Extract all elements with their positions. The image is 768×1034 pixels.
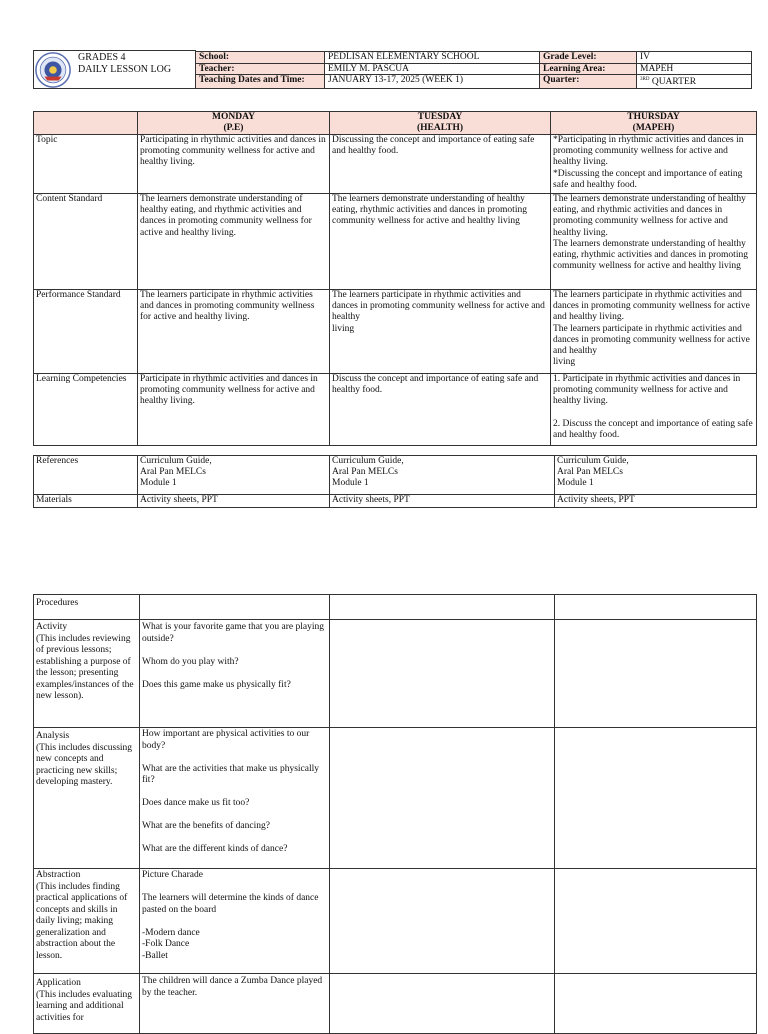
learning-area-value: MAPEH — [637, 63, 752, 75]
analysis-thursday — [555, 728, 757, 869]
row-label-content-standard: Content Standard — [34, 194, 138, 290]
learning-competencies-thursday: 1. Participate in rhythmic activities and dances in promoting community wellness for active and healthy living. 2. Discuss the concept and importance of eating safe and healthy food. — [551, 374, 757, 446]
topic-monday: Participating in rhythmic activities and dances in promoting community wellness for active and healthy living. — [138, 135, 330, 194]
application-thursday — [555, 974, 757, 1034]
learning-competencies-tuesday: Discuss the concept and importance of eating safe and healthy food. — [330, 374, 551, 446]
procedures-table — [33, 594, 757, 1034]
procedure-label-abstraction: Abstraction (This includes finding practical applications of concepts and skills in daily living; making generalization and abstraction about the lesson. — [34, 869, 140, 974]
header-title: DAILY LESSON LOG — [78, 64, 172, 75]
content-standard-thursday: The learners demonstrate understanding of healthy eating, and rhythmic activities and dances in promoting community wellness for active and healthy living. The learners demonstrate understanding of healthy eating, rhythmic activities and dances in promoting community wellness for active and healthy living — [551, 194, 757, 290]
blank-header-cell — [34, 112, 138, 135]
references-monday: Curriculum Guide, Aral Pan MELCs Module 1 — [138, 456, 330, 495]
references-tuesday: Curriculum Guide, Aral Pan MELCs Module 1 — [330, 456, 555, 495]
performance-standard-thursday: The learners participate in rhythmic activities and dances in promoting community wellness for active and healthy living. The learners participate in rhythmic activities and dances in promoting community wellness for active and healthy living — [551, 290, 757, 374]
quarter-value — [637, 75, 752, 89]
activity-thursday — [555, 620, 757, 728]
teacher-label: Teacher: — [196, 63, 325, 75]
topic-tuesday: Discussing the concept and importance of eating safe and healthy food. — [330, 135, 551, 194]
activity-tuesday — [330, 620, 555, 728]
grade-level-value: IV — [637, 52, 752, 64]
day-header-monday: MONDAY (P.E) — [138, 112, 330, 135]
day-header-tuesday: TUESDAY (HEALTH) — [330, 112, 551, 135]
procedure-label-analysis: Analysis (This includes discussing new concepts and practicing new skills; developing mastery. — [34, 728, 140, 869]
procedure-label-application: Application (This includes evaluating learning and additional activities for — [34, 974, 140, 1034]
activity-monday: What is your favorite game that you are playing outside? Whom do you play with? Does this game make us physically fit? — [140, 620, 330, 728]
header-grades: GRADES 4 — [78, 52, 126, 63]
procedures-header-tuesday — [330, 595, 555, 620]
procedures-header-monday — [140, 595, 330, 620]
analysis-tuesday — [330, 728, 555, 869]
quarter-word: QUARTER — [651, 77, 697, 88]
abstraction-tuesday — [330, 869, 555, 974]
row-label-performance-standard: Performance Standard — [34, 290, 138, 374]
header-info-table — [195, 51, 752, 89]
row-label-references: References — [34, 456, 138, 495]
lesson-table — [33, 111, 757, 446]
grade-level-label: Grade Level: — [540, 52, 637, 64]
content-standard-tuesday: The learners demonstrate understanding of healthy eating, rhythmic activities and dances in promoting community wellness for active and healthy living — [330, 194, 551, 290]
deped-seal-icon — [34, 51, 72, 89]
references-thursday: Curriculum Guide, Aral Pan MELCs Module 1 — [555, 456, 757, 495]
learning-competencies-monday: Participate in rhythmic activities and dances in promoting community wellness for active and healthy living. — [138, 374, 330, 446]
school-label: School: — [196, 52, 325, 64]
quarter-label: Quarter: — [540, 75, 637, 89]
performance-standard-tuesday: The learners participate in rhythmic activities and dances in promoting community wellness for active and healthy living — [330, 290, 551, 374]
application-monday: The children will dance a Zumba Dance played by the teacher. — [140, 974, 330, 1034]
resources-table — [33, 455, 757, 508]
teaching-dates-label: Teaching Dates and Time: — [196, 75, 325, 89]
abstraction-thursday — [555, 869, 757, 974]
teacher-value: EMILY M. PASCUA — [325, 63, 540, 75]
abstraction-monday: Picture Charade The learners will determine the kinds of dance pasted on the board -Modern dance -Folk Dance -Ballet — [140, 869, 330, 974]
procedures-header: Procedures — [34, 595, 140, 620]
analysis-monday: How important are physical activities to our body? What are the activities that make us physically fit? Does dance make us fit too? What are the benefits of dancing? What are the different kinds of dance? — [140, 728, 330, 869]
materials-monday: Activity sheets, PPT — [138, 495, 330, 508]
learning-area-label: Learning Area: — [540, 63, 637, 75]
performance-standard-monday: The learners participate in rhythmic activities and dances in promoting community wellness for active and healthy living. — [138, 290, 330, 374]
materials-tuesday: Activity sheets, PPT — [330, 495, 555, 508]
teaching-dates-value: JANUARY 13-17, 2025 (WEEK 1) — [325, 75, 540, 89]
topic-thursday: *Participating in rhythmic activities and dances in promoting community wellness for active and healthy living. *Discussing the concept and importance of eating safe and healthy food. — [551, 135, 757, 194]
procedure-label-activity: Activity (This includes reviewing of previous lessons; establishing a purpose of the lesson; presenting examples/instances of the new lesson). — [34, 620, 140, 728]
materials-thursday: Activity sheets, PPT — [555, 495, 757, 508]
application-tuesday — [330, 974, 555, 1034]
quarter-superscript: 3RD — [640, 77, 650, 82]
school-value: PEDLISAN ELEMENTARY SCHOOL — [325, 52, 540, 64]
row-label-learning-competencies: Learning Competencies — [34, 374, 138, 446]
day-header-thursday: THURSDAY (MAPEH) — [551, 112, 757, 135]
content-standard-monday: The learners demonstrate understanding of healthy eating, and rhythmic activities and dances in promoting community wellness for active and healthy living. — [138, 194, 330, 290]
row-label-materials: Materials — [34, 495, 138, 508]
procedures-header-thursday — [555, 595, 757, 620]
row-label-topic: Topic — [34, 135, 138, 194]
